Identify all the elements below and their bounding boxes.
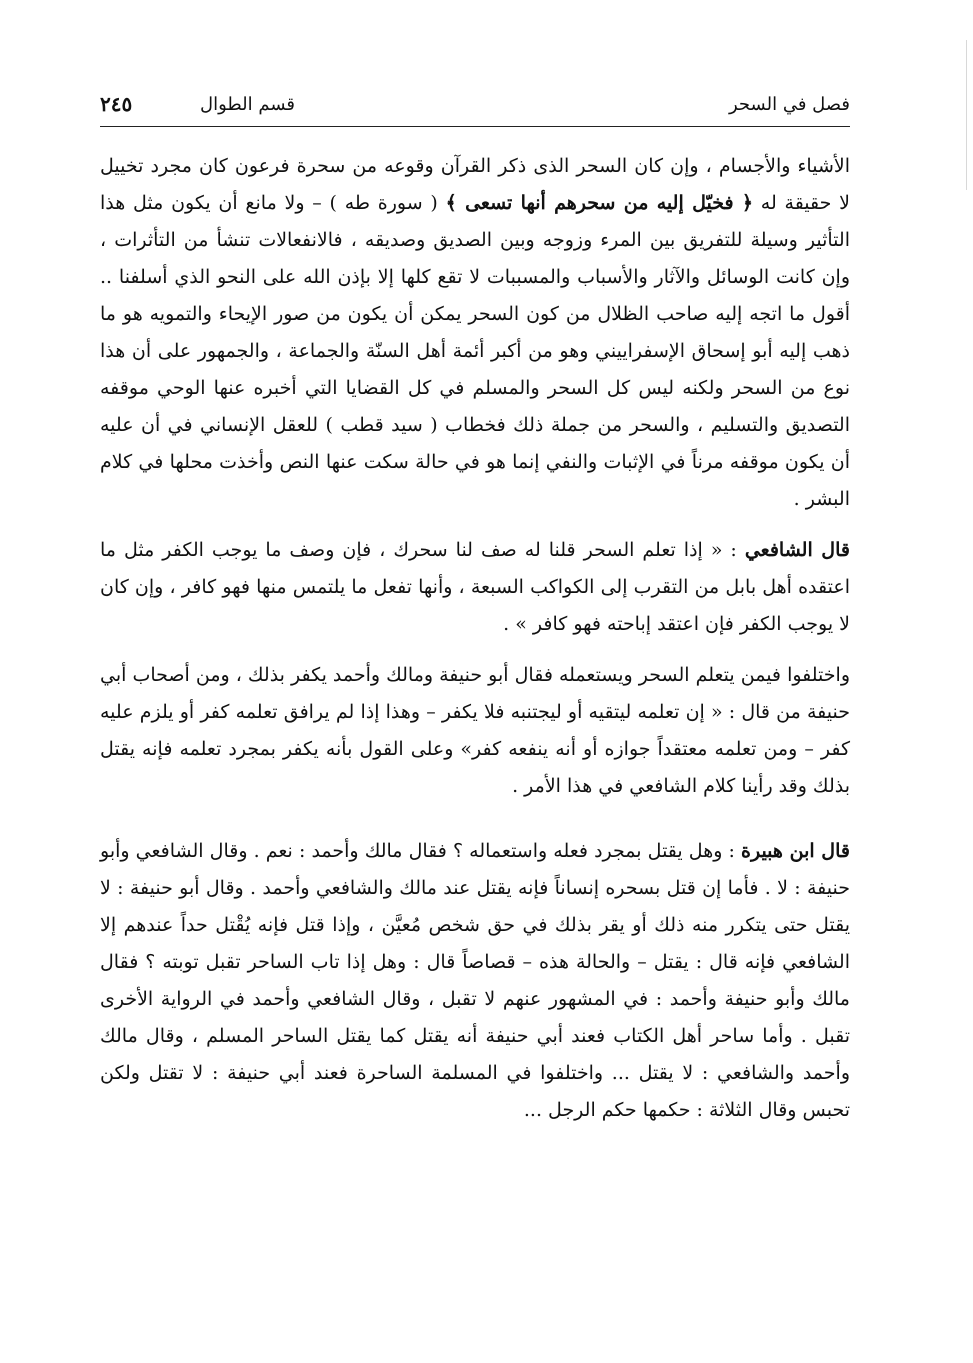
chapter-title: فصل في السحر bbox=[729, 94, 850, 115]
section-title: قسم الطوال bbox=[200, 94, 295, 115]
paragraph-1-text-b: ( سورة طه ) – ولا مانع أن يكون مثل هذا التأثير وسيلة للتفريق بين المرء وزوجه وبين الصديق وصديقه ، فالانفعالات تنشأ من التأثرات ، وإن كانت الوسائل والآثار والأسباب والمسببات لا تقع كلها إلا بإذن الله على النحو الذي أسلفنا .. أقول ما اتجه إليه صاحب الظلال من كون السحر يمكن أن يكون من صور الإيحاء والتمويه هو ما ذهب إليه أبو إسحاق الإسفراييني وهو من أكبر أئمة أهل السنّة والجماعة ، والجمهور على أن هذا نوع من السحر ولكنه ليس كل السحر والمسلم في كل القضايا التي أخبره عنها الوحي موقفه التصديق والتسليم ، والسحر من جملة ذلك فخطاب ( سيد قطب ) للعقل الإنساني في أن عليه أن يكون موقفه مرناً في الإثبات والنفي إنما هو في حالة سكت عنها النص وأخذت محلها في كلام البشر . bbox=[100, 192, 850, 510]
running-header bbox=[100, 88, 850, 122]
paragraph-4-text: : وهل يقتل بمجرد فعله واستعماله ؟ فقال مالك وأحمد : نعم . وقال الشافعي وأبو حنيفة : لا . فأما إن قتل بسحره إنساناً فإنه يقتل عند مالك والشافعي وأحمد . وقال أبو حنيفة : لا يقتل حتى يتكرر منه ذلك أو يقر بذلك في حق شخص مُعيَّن ، وإذا قتل فإنه يُقْتل حداً عندهم إلا الشافعي فإنه قال : يقتل – والحالة هذه – قصاصاً قال : وهل إذا تاب الساحر تقبل توبته ؟ فقال مالك وأبو حنيفة وأحمد : في المشهور عنهم لا تقبل ، وقال الشافعي وأحمد في الرواية الأخرى تقبل . وأما ساحر أهل الكتاب فعند أبي حنيفة أنه يقتل كما يقتل الساحر المسلم ، وقال مالك وأحمد والشافعي : لا يقتل ... واختلفوا في المسلمة الساحرة فعند أبي حنيفة : لا تقتل ولكن تحبس وقال الثلاثة : حكمها حكم الرجل ... bbox=[100, 840, 850, 1121]
paragraph-1-text-a: الأشياء والأجسام ، وإن كان السحر الذى ذكر القرآن وقوعه من سحرة فرعون كان مجرد تخييل لا حقيقة له bbox=[100, 155, 850, 214]
page-number: ٢٤٥ bbox=[100, 92, 133, 116]
paragraph-1 bbox=[100, 148, 850, 518]
speaker-shafii: قال الشافعي bbox=[744, 539, 850, 561]
paragraph-4 bbox=[100, 833, 850, 1129]
paragraph-2 bbox=[100, 532, 850, 643]
paragraph-3 bbox=[100, 657, 850, 805]
quran-verse: ﴿ فخيّل إليه من سحرهم أنها تسعى ﴾ bbox=[445, 192, 754, 214]
scan-edge-mark bbox=[966, 40, 967, 190]
header-rule bbox=[100, 126, 850, 127]
speaker-ibn-hubayra: قال ابن هبيرة bbox=[741, 840, 850, 862]
page-body bbox=[100, 148, 850, 1129]
paragraph-2-text: : « إذا تعلم السحر قلنا له صف لنا سحرك ، فإن وصف ما يوجب الكفر مثل ما اعتقده أهل بابل من التقرب إلى الكواكب السبعة ، وأنها تفعل ما يلتمس منها فهو كافر ، وإن كان لا يوجب الكفر فإن اعتقد إباحته فهو كافر » . bbox=[100, 539, 850, 635]
paragraph-3-text: واختلفوا فيمن يتعلم السحر ويستعمله فقال أبو حنيفة ومالك وأحمد يكفر بذلك ، ومن أصحاب أبي حنيفة من قال : « إن تعلمه ليتقيه أو ليجتنبه فلا يكفر – وهذا إذا لم يرافق تعلمه كفر أو يلزم عليه كفر – ومن تعلمه معتقداً جوازه أو أنه ينفعه كفر» وعلى القول بأنه يكفر بمجرد تعلمه فإنه يقتل بذلك وقد رأينا كلام الشافعي في هذا الأمر . bbox=[100, 664, 850, 797]
